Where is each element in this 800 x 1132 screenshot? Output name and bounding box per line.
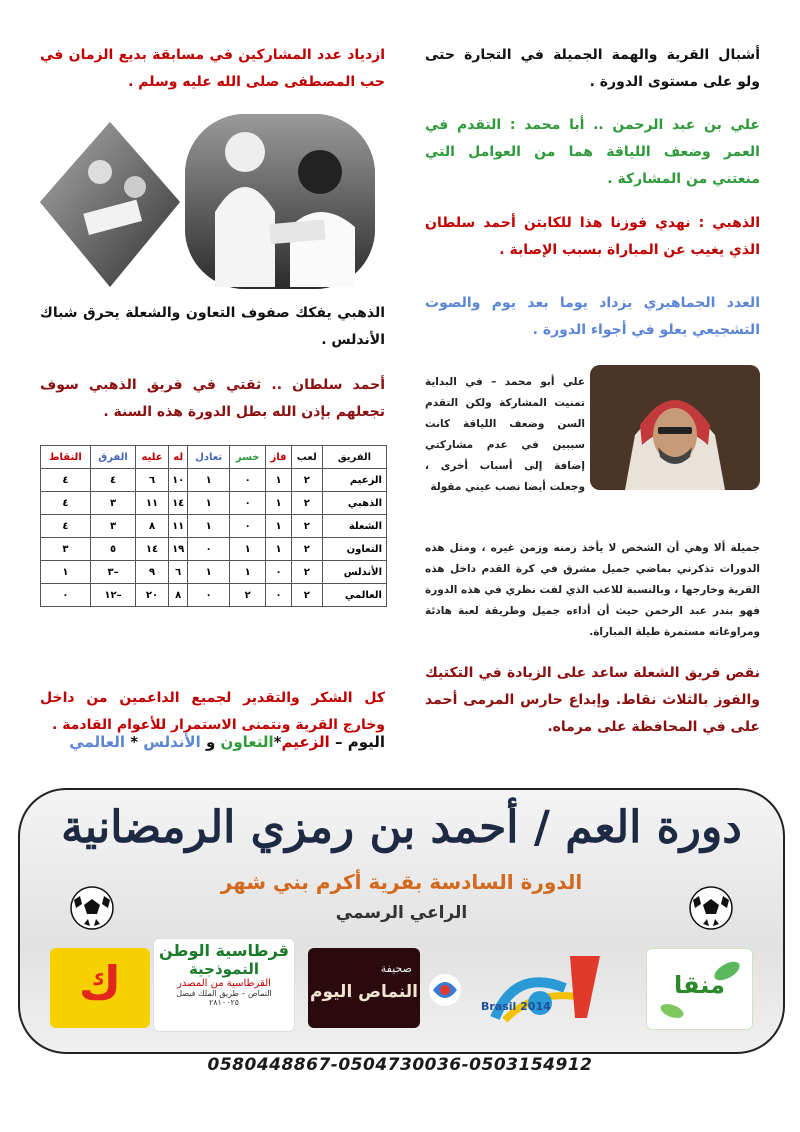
logo-watan-line3: القرطاسية من المصدر [177,978,271,989]
headline-shuala-tactics: نقص فريق الشعلة ساعد على الزيادة في التكتيك والفوز بالثلاث نقاط. وإبداع حارس المرمى أحمد على في المحافظة على مرماه. [425,665,760,735]
football-icon [70,886,114,930]
stat-cell: ٣ [41,538,91,561]
stat-cell: ٠ [266,584,291,607]
todays-matches [40,733,385,751]
interview-ali-body: جميلة ألا وهي أن الشخص لا يأخذ زمنه وزمن غيره ، ومثل هذه الدورات تذكرني بماضي جميل مشرق في كرة القدم داخل هذه القرية وخارجها ، وبالنسبة للاعب الذي لفت نظري في هذه الدورة فهو بندر عبد الرحمن حيث أن أداءه جميل وطريقة لعبة هادئة ومراوغاته مستمرة طيلة المباراة. [425,542,760,638]
stat-cell: ٨ [168,584,188,607]
banner-sponsor-label: الراعي الرسمي [335,903,468,923]
today-label: اليوم [347,733,385,751]
stat-cell: ٦ [168,561,188,584]
logo-nammas-text: النماص اليوم [310,982,418,1002]
header-draw: تعادل [188,446,229,469]
world-cup-emblem-icon [475,948,625,1028]
stat-cell: ٢ [291,469,322,492]
stat-cell: ١ [266,515,291,538]
logo-manqa [646,948,753,1030]
stat-cell: ١ [266,469,291,492]
team-name-cell: الأندلس [322,561,386,584]
stat-cell: ١٤ [168,492,188,515]
stat-cell: ٢ [291,584,322,607]
today-dash: – [329,733,348,751]
stat-cell: ٩ [136,561,169,584]
stat-cell: ١ [188,492,229,515]
table-row [41,561,387,584]
stat-cell: ٣ [90,492,135,515]
stat-cell: ٤ [90,469,135,492]
header-played: لعب [291,446,322,469]
team-name-cell: الشعلة [322,515,386,538]
stat-cell: ٠ [41,584,91,607]
interview-ali-intro: علي أبو محمد – في البداية تمنيت المشاركة ولكن التقدم السن وضعف اللياقة كانت سببين في عدم مشاركتي إضافة إلى أسباب أخرى ، وجعلت أيضا نصب عيني مقولة [425,376,585,493]
logo-k-text: ك [78,956,122,1010]
stat-cell: ١٠ [168,469,188,492]
header-lost: خسر [229,446,265,469]
stat-cell: ١١ [168,515,188,538]
logo-manqa-text: منقا [674,971,725,999]
stat-cell: ٤ [41,515,91,538]
logo-watan-line1: قرطاسية الوطن [158,941,290,960]
match-team-zaeem: الزعيم [281,733,330,751]
stat-cell: ١٤ [136,538,169,561]
standings-header-row [41,446,387,469]
headline-cubs-trade: أشبال القرية والهمة الجميلة في التجارة حتى ولو على مستوى الدورة . [425,47,760,90]
stat-cell: –١٢ [90,584,135,607]
headline-ahmed-confidence: أحمد سلطان .. ثقتي في فريق الذهبي سوف تجعلهم بإذن الله بطل الدورة هذه السنة . [40,377,385,420]
stat-cell: ١ [188,515,229,538]
table-row [41,469,387,492]
stat-cell: ١ [266,492,291,515]
table-row [41,538,387,561]
match-and: و [200,733,221,751]
headline-dhahabi-breaks: الذهبي يفكك صفوف التعاون والشعلة يحرق شباك الأندلس . [40,305,385,348]
headline-dhahabi-dedication: الذهبي : نهدي فوزنا هذا للكابتن أحمد سلطان الذي يغيب عن المباراة بسبب الإصابة . [425,215,760,258]
stat-cell: ١ [41,561,91,584]
header-won: فاز [266,446,291,469]
stat-cell: ٤ [41,492,91,515]
stat-cell: ٢٠ [136,584,169,607]
stat-cell: ٠ [266,561,291,584]
stat-cell: ٠ [188,584,229,607]
match-team-andalus: الأندلس [143,733,201,751]
team-name-cell: التعاون [322,538,386,561]
stat-cell: ٣ [90,515,135,538]
logo-watan-line2: النموذجية [188,960,260,978]
kids-photos [40,112,385,292]
match-sep-1: * [273,733,282,751]
stat-cell: ٢ [229,584,265,607]
mobily-icon [425,970,465,1010]
stat-cell: ١١ [136,492,169,515]
banner-title: دورة العم / أحمد بن رمزي الرمضانية [61,802,742,853]
headline-thanks: كل الشكر والتقدير لجميع الداعمين من داخل وخارج القرية ونتمنى الاستمرار للأعوام القادمة . [40,690,385,733]
standings-table [40,445,387,607]
stat-cell: ٠ [229,492,265,515]
stat-cell: ٥ [90,538,135,561]
stat-cell: ١ [188,469,229,492]
stat-cell: ٠ [229,469,265,492]
headline-badee-contest: ازدياد عدد المشاركين في مسابقة بديع الزمان في حب المصطفى صلى الله عليه وسلم . [40,47,385,90]
stat-cell: ١ [188,561,229,584]
banner-subtitle: الدورة السادسة بقرية أكرم بني شهر [220,870,583,894]
table-row [41,492,387,515]
logo-watan-stationery [153,938,295,1032]
header-diff: الفرق [90,446,135,469]
phone-numbers: 0580448867-0504730036-0503154912 [207,1055,593,1075]
stat-cell: ٢ [291,538,322,561]
stat-cell: ١ [266,538,291,561]
tournament-banner [18,788,785,1054]
team-name-cell: الذهبي [322,492,386,515]
header-against: عليه [136,446,169,469]
logo-nammas-today [308,948,420,1028]
match-sep-2: * [124,733,144,751]
team-name-cell: الزعيم [322,469,386,492]
stat-cell: ٦ [136,469,169,492]
stat-cell: ٠ [188,538,229,561]
logo-brazil-text: Brasil 2014 [481,1000,551,1013]
stat-cell: ٢ [291,492,322,515]
logo-watan-phone: ٢٨١٠٠٢٥ [208,998,240,1007]
logo-nammas-small: صحيفة [380,962,412,975]
headline-ali-age: علي بن عبد الرحمن .. أبا محمد : التقدم في العمر وضعف اللياقة هما من العوامل التي منعتني من المشاركة . [425,117,760,187]
header-team: الفريق [322,446,386,469]
stat-cell: ١ [229,561,265,584]
stat-cell: ٢ [291,561,322,584]
logo-brazil-2014 [475,948,625,1028]
headline-crowd: العدد الجماهيري يزداد يوما بعد يوم والصوت التشجيعي يعلو في أجواء الدورة . [425,295,760,338]
team-name-cell: العالمي [322,584,386,607]
logo-k [50,948,150,1028]
header-for: له [168,446,188,469]
stat-cell: ٨ [136,515,169,538]
stat-cell: ٤ [41,469,91,492]
stat-cell: ١٩ [168,538,188,561]
portrait-photo [590,365,760,490]
stat-cell: ١ [229,538,265,561]
stat-cell: –٣ [90,561,135,584]
header-points: النقاط [41,446,91,469]
table-row [41,515,387,538]
football-icon [689,886,733,930]
sponsor-logos [38,940,765,1040]
table-row [41,584,387,607]
match-team-taawon: التعاون [220,733,274,751]
match-team-alami: العالمي [69,733,125,751]
stat-cell: ٢ [291,515,322,538]
stat-cell: ٠ [229,515,265,538]
logo-watan-line4: النماص – طريق الملك فيصل [176,989,272,998]
